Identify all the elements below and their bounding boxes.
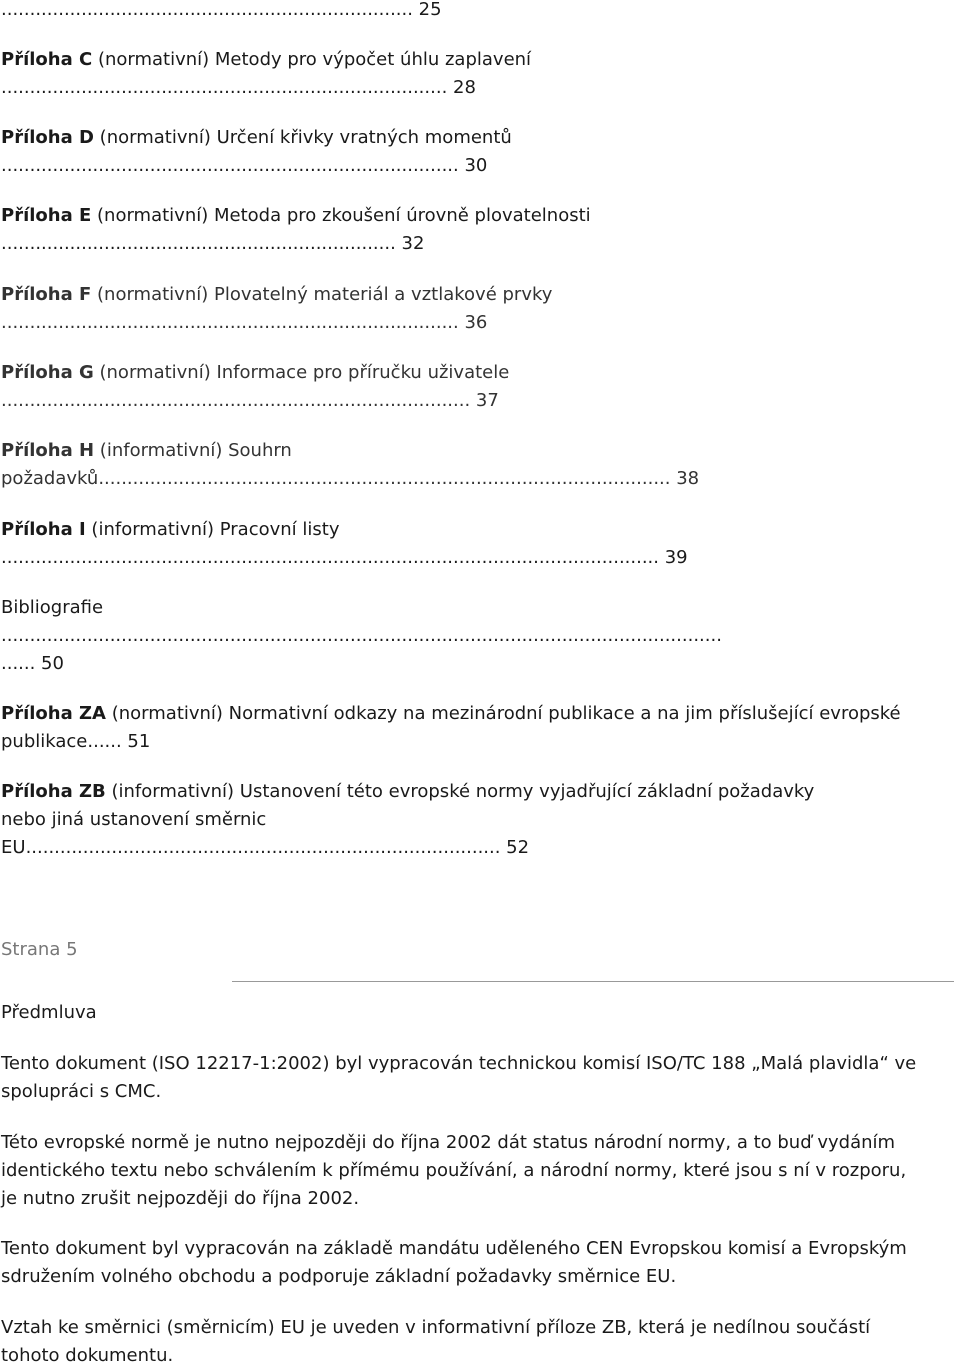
toc-entry-title: (normativní) Plovatelný materiál a vztlakové prvky — [91, 284, 553, 305]
toc-entry-title: (normativní) Informace pro příručku uživatele — [93, 362, 510, 383]
toc-dots-line: ...... 50 — [1, 653, 64, 674]
toc-entry-annex-c[interactable] — [1, 46, 531, 74]
toc-entry-annex-d[interactable] — [1, 124, 512, 152]
toc-dots-line: ................................................................................ 30 — [1, 155, 488, 176]
section-title: Předmluva — [1, 1002, 97, 1023]
toc-entry-annex-g[interactable] — [1, 359, 509, 387]
toc-entry-label: Příloha ZB — [1, 781, 106, 802]
paragraph-line: Tento dokument (ISO 12217-1:2002) byl vypracován technickou komisí ISO/TC 188 „Malá plavidla“ ve — [1, 1053, 917, 1074]
paragraph-line: je nutno zrušit nejpozději do října 2002. — [1, 1188, 360, 1209]
toc-entry-label: Příloha ZA — [1, 703, 106, 724]
toc-entry-annex-zb[interactable] — [1, 778, 814, 806]
page-number-label: Strana 5 — [1, 939, 78, 960]
toc-entry-label: Příloha F — [1, 284, 92, 305]
toc-entry-annex-f[interactable] — [1, 281, 552, 309]
toc-entry-annex-h-cont — [1, 465, 699, 493]
toc-entry-label: Příloha I — [1, 519, 86, 540]
paragraph-line: identického textu nebo schválením k přímému používání, a národní normy, které jsou s ní v rozporu, — [1, 1160, 907, 1181]
toc-dots: ................................................................................... 52 — [25, 837, 530, 858]
toc-entry-annex-e[interactable] — [1, 202, 591, 230]
toc-entry-label: Příloha G — [1, 362, 94, 383]
toc-entry-title: (informativní) Souhrn — [94, 440, 292, 461]
toc-entry-title: (normativní) Metody pro výpočet úhlu zaplavení — [92, 49, 532, 70]
toc-entry-annex-za[interactable] — [1, 700, 901, 728]
toc-entry-annex-zb-cont2 — [1, 834, 529, 862]
paragraph-line: spolupráci s CMC. — [1, 1081, 162, 1102]
toc-dots-line: .............................................................................................................................. — [1, 625, 722, 646]
toc-dots-line: ..................................................................... 32 — [1, 233, 425, 254]
toc-entry-bibliography[interactable]: Bibliografie — [1, 597, 104, 618]
paragraph-line: tohoto dokumentu. — [1, 1345, 174, 1366]
page-divider — [232, 981, 954, 982]
toc-entry-title-cont: požadavků — [1, 468, 99, 489]
toc-entry-title: (normativní) Normativní odkazy na mezinárodní publikace a na jim příslušející evropské — [106, 703, 901, 724]
toc-entry-annex-zb-cont: nebo jiná ustanovení směrnic — [1, 809, 267, 830]
toc-entry-annex-za-cont — [1, 728, 150, 756]
paragraph-line: Tento dokument byl vypracován na základě mandátu uděleného CEN Evropskou komisí a Evropským — [1, 1238, 907, 1259]
toc-dots: ...... 51 — [87, 731, 151, 752]
toc-dots-line: ........................................................................ 25 — [1, 0, 442, 20]
paragraph-line: Této evropské normě je nutno nejpozději do října 2002 dát status národní normy, a to buď vydáním — [1, 1132, 896, 1153]
toc-dots-line: .............................................................................. 28 — [1, 77, 476, 98]
toc-entry-label: Příloha D — [1, 127, 94, 148]
toc-entry-annex-h[interactable] — [1, 437, 292, 465]
toc-entry-title: (normativní) Určení křivky vratných momentů — [93, 127, 512, 148]
toc-entry-title-cont: publikace — [1, 731, 88, 752]
toc-entry-label: Příloha E — [1, 205, 92, 226]
toc-entry-annex-i[interactable] — [1, 516, 339, 544]
toc-entry-title: (normativní) Metoda pro zkoušení úrovně plovatelnosti — [91, 205, 591, 226]
paragraph-line: sdružením volného obchodu a podporuje základní požadavky směrnice EU. — [1, 1266, 677, 1287]
toc-entry-label: Příloha H — [1, 440, 95, 461]
toc-dots-line: .................................................................................. 37 — [1, 390, 499, 411]
toc-entry-title: (informativní) Pracovní listy — [85, 519, 340, 540]
toc-entry-title: (informativní) Ustanovení této evropské normy vyjadřující základní požadavky — [105, 781, 815, 802]
toc-dots-line: ................................................................................................................... 39 — [1, 547, 688, 568]
toc-dots-line: ................................................................................ 36 — [1, 312, 488, 333]
toc-entry-label: Příloha C — [1, 49, 93, 70]
paragraph-line: Vztah ke směrnici (směrnicím) EU je uveden v informativní příloze ZB, která je nedílnou součástí — [1, 1317, 871, 1338]
toc-dots: .................................................................................................... 38 — [98, 468, 700, 489]
toc-entry-title-cont: EU — [1, 837, 26, 858]
